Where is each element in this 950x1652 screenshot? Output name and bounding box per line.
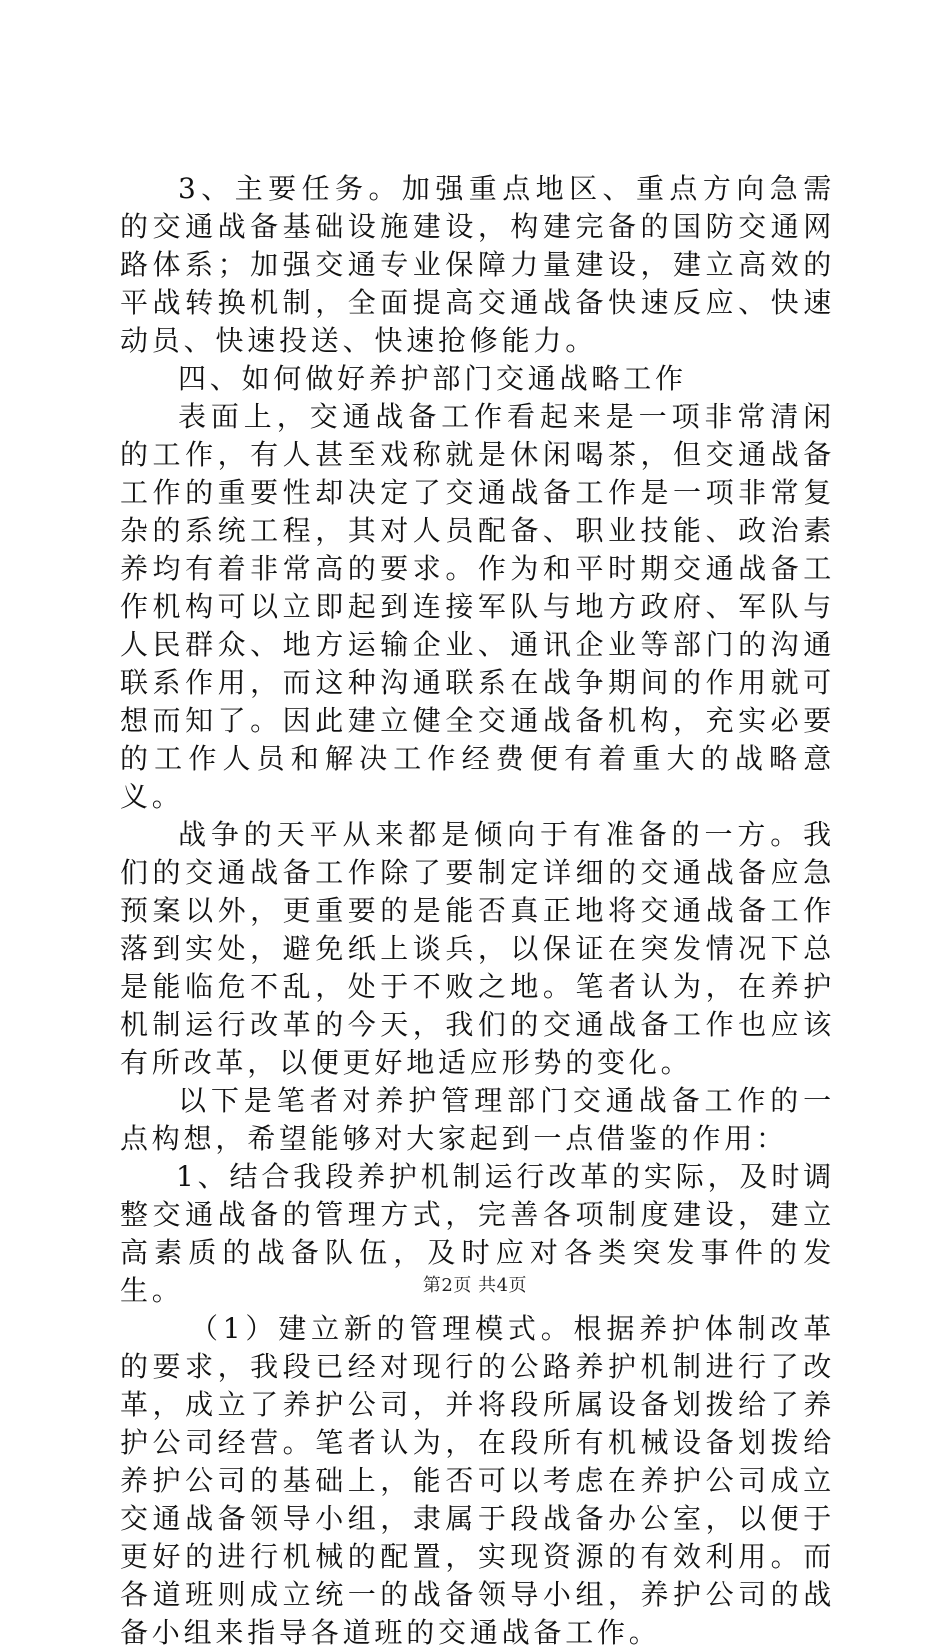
document-body [120, 170, 835, 1652]
paragraph-surface: 表面上，交通战备工作看起来是一项非常清闲的工作，有人甚至戏称就是休闲喝茶，但交通战备工作的重要性却决定了交通战备工作是一项非常复杂的系统工程，其对人员配备、职业技能、政治素养均有着非常高的要求。作为和平时期交通战备工作机构可以立即起到连接军队与地方政府、军队与人民群众、地方运输企业、通讯企业等部门的沟通联系作用，而这种沟通联系在战争期间的作用就可想而知了。因此建立健全交通战备机构，充实必要的工作人员和解决工作经费便有着重大的战略意义。 [120, 400, 835, 813]
list-subitem-1: （1）建立新的管理模式。根据养护体制改革的要求，我段已经对现行的公路养护机制进行了改革，成立了养护公司，并将段所属设备划拨给了养护公司经营。笔者认为，在段所有机械设备划拨给养护公司的基础上，能否可以考虑在养护公司成立交通战备领导小组，隶属于段战备办公室，以便于更好的进行机械的配置，实现资源的有效利用。而各道班则成立统一的战备领导小组，养护公司的战备小组来指导各道班的交通战备工作。 [120, 1312, 835, 1649]
page-number: 第2页 共4页 [422, 1275, 528, 1296]
list-item-1: 1、结合我段养护机制运行改革的实际，及时调整交通战备的管理方式，完善各项制度建设，建立高素质的战备队伍，及时应对各类突发事件的发生。 [120, 1160, 835, 1307]
paragraph-main-tasks: 3、主要任务。加强重点地区、重点方向急需的交通战备基础设施建设，构建完备的国防交通网路体系；加强交通专业保障力量建设，建立高效的平战转换机制，全面提高交通战备快速反应、快速动员、快速投送、快速抢修能力。 [120, 172, 835, 357]
paragraph-war-balance: 战争的天平从来都是倾向于有准备的一方。我们的交通战备工作除了要制定详细的交通战备应急预案以外，更重要的是能否真正地将交通战备工作落到实处，避免纸上谈兵，以保证在突发情况下总是能临危不乱，处于不败之地。笔者认为，在养护机制运行改革的今天，我们的交通战备工作也应该有所改革，以便更好地适应形势的变化。 [120, 818, 835, 1079]
section-heading: 四、如何做好养护部门交通战略工作 [178, 362, 687, 395]
paragraph-intro-ideas: 以下是笔者对养护管理部门交通战备工作的一点构想，希望能够对大家起到一点借鉴的作用： [120, 1084, 835, 1155]
